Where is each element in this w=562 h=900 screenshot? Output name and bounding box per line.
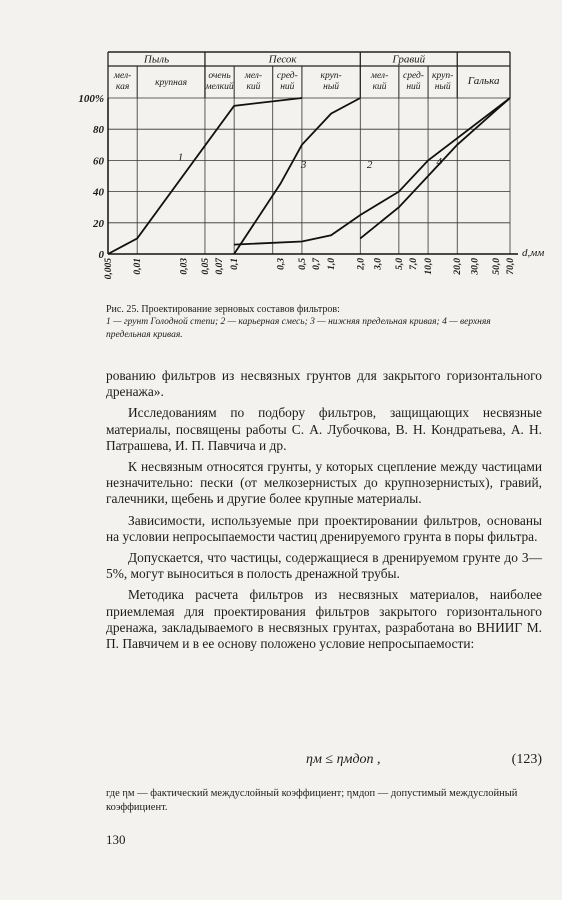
header-subgroup-label: круп- (320, 71, 342, 81)
equation-footnote: где ηм — фактический междуслойный коэффициент; ηмдоп — допустимый междуслойный коэффициент. (106, 788, 518, 813)
header-group-label: Галька (467, 75, 500, 87)
y-tick-label: 80 (93, 124, 104, 137)
series-label-2: 2 (366, 159, 373, 172)
x-tick-label: 0,01 (133, 258, 144, 275)
x-tick-label: 3,0 (373, 258, 384, 270)
header-subgroup-label: мелкий (205, 82, 234, 92)
soil-classification-header (108, 52, 510, 98)
x-tick-label: 0,3 (276, 258, 287, 270)
header-subgroup-label: кая (115, 82, 130, 92)
grain-size-chart (78, 44, 550, 308)
y-tick-label: 100% (78, 93, 104, 105)
x-tick-label: 5,0 (394, 258, 405, 270)
x-tick-label: 10,0 (424, 258, 435, 275)
x-tick-label: 70,0 (506, 258, 516, 275)
series-label-4: 4 (436, 156, 442, 169)
body-text (106, 368, 542, 657)
x-tick-label: 0,07 (215, 258, 226, 275)
header-subgroup-label: кий (246, 82, 261, 92)
header-subgroup-label: очень (208, 71, 231, 81)
x-tick-label: 0,1 (230, 258, 241, 270)
x-tick-label: 2,0 (356, 258, 367, 270)
y-tick-label: 60 (93, 155, 104, 168)
figure-caption (106, 303, 536, 342)
header-subgroup-label: сред- (403, 71, 424, 81)
header-subgroup-label: сред- (276, 71, 298, 81)
y-axis-ticks (78, 93, 104, 261)
x-tick-label: 30,0 (470, 258, 481, 275)
header-subgroup-label: ний (406, 82, 421, 92)
x-tick-label: 20,0 (453, 258, 464, 275)
header-subgroup-label: кий (372, 82, 387, 92)
equation-row (106, 752, 542, 774)
series-line-4 (360, 98, 510, 238)
chart-series (108, 98, 510, 254)
y-tick-label: 20 (93, 217, 104, 230)
header-subgroup-label: крупная (155, 78, 188, 88)
series-line-3 (234, 98, 360, 254)
chart-grid (108, 98, 518, 254)
page-number: 130 (106, 832, 126, 847)
x-tick-label: 0,03 (179, 258, 190, 275)
header-subgroup-label: круп- (432, 71, 454, 81)
header-group-label: Песок (268, 53, 297, 66)
paragraph: Исследованиям по подбору фильтров, защищающих несвязные материалы, посвящены работы С. А. Лубочкова, В. Н. Кондратьева, А. Н. Патрашева, И. П. Павчича и др. (106, 405, 542, 453)
header-subgroup-label: мел- (113, 71, 132, 81)
caption-legend: 1 — грунт Голодной степи; 2 — карьерная смесь; 3 — нижняя предельная кривая; 4 — верхняя предельная кривая. (106, 317, 491, 340)
header-group-label: Гравий (392, 53, 426, 66)
equation: ηм ≤ ηмдоп , (306, 752, 381, 767)
header-subgroup-label: ный (323, 82, 340, 92)
paragraph: Методика расчета фильтров из несвязных материалов, наиболее приемлемая для проектирования фильтров закрытого горизонтального дренажа, закладываемого в несвязных грунтах, разработана во ВНИИГ М. П. Павчичем и в ее основу положено условие непросыпаемости: (106, 587, 542, 652)
x-tick-label: 1,0 (327, 258, 338, 270)
header-subgroup-label: мел- (244, 71, 263, 81)
x-tick-label: 0,5 (297, 258, 308, 270)
header-subgroup-label: ний (280, 82, 295, 92)
paragraph: Допускается, что частицы, содержащиеся в дренируемом грунте до 3—5%, могут выноситься в полость дренажной трубы. (106, 550, 542, 582)
header-subgroup-label: мел- (370, 71, 389, 81)
header-group-label: Пыль (143, 53, 170, 66)
paragraph: рованию фильтров из несвязных грунтов для закрытого горизонтального дренажа». (106, 368, 542, 400)
x-tick-label: 50,0 (491, 258, 502, 275)
paragraph: Зависимости, используемые при проектировании фильтров, основаны на условии непросыпаемости частиц дренируемого грунта в поры фильтра. (106, 512, 542, 544)
paragraph: К несвязным относятся грунты, у которых сцепление между частицами незначительно: пески (от мелкозернистых до крупнозернистых), гравий, галечники, щебень и другие более крупные материалы. (106, 459, 542, 507)
x-tick-label: 7,0 (409, 258, 420, 270)
series-label-3: 3 (300, 159, 307, 172)
header-subgroup-label: ный (434, 82, 451, 92)
x-tick-label: 0,7 (312, 258, 323, 270)
equation-number: (123) (511, 752, 542, 767)
caption-title: Рис. 25. Проектирование зерновых составов фильтров: (106, 304, 340, 315)
x-tick-label: 0,005 (104, 258, 114, 280)
x-axis-label: d,мм (522, 247, 545, 259)
x-axis-ticks (104, 257, 516, 280)
y-tick-label: 0 (98, 249, 104, 261)
series-label-1: 1 (177, 151, 184, 164)
y-tick-label: 40 (93, 186, 104, 199)
x-tick-label: 0,05 (200, 258, 211, 275)
